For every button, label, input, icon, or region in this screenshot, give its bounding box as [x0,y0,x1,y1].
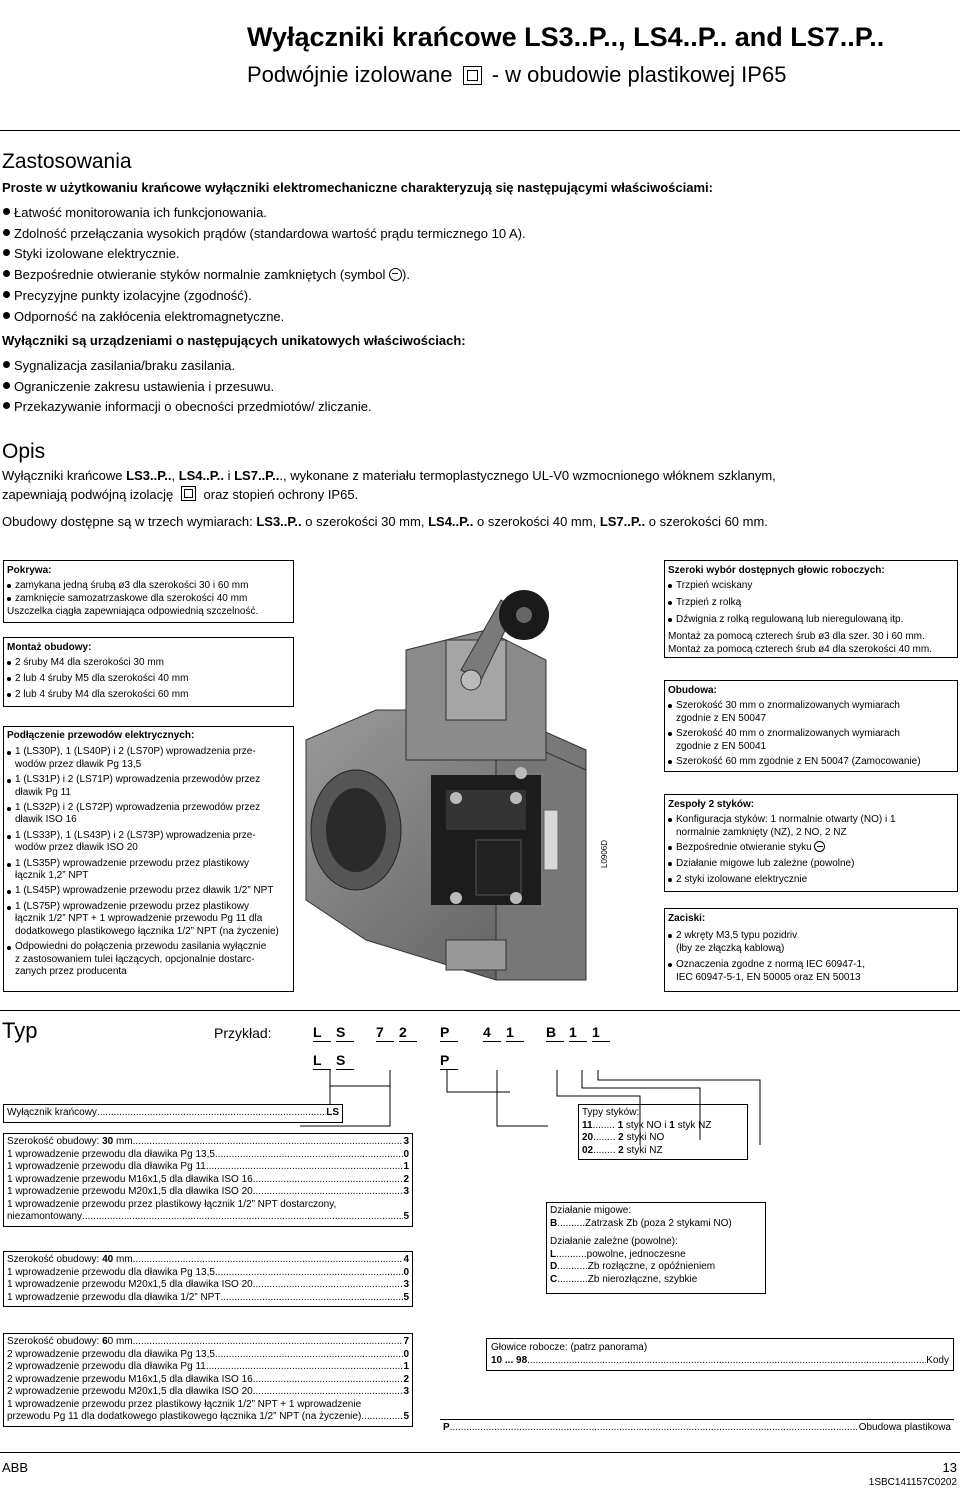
dot-leader [133,1336,404,1349]
box-item-line: dławik Pg 11 [15,786,71,798]
box-item: 2 lub 4 śruby M5 dla szerokości 40 mm [7,672,290,685]
box-item: Trzpień z rolką [668,596,954,609]
row-label: 1 wprowadzenie przewodu M20x1,5 dla dławika ISO 20 [7,1186,253,1197]
box-item-line: 1 (LS35P) wprowadzenie przewodu przez plastikowy [15,857,250,869]
box-item-line: z zastosowaniem tulei łączących, opcjonalnie dostarc- [15,953,255,965]
dot-leader [253,1186,404,1199]
opis-line-2 [2,486,358,502]
box-item-line: Szerokość 30 mm o znormalizowanych wymiarach [676,700,900,711]
direct-opening-icon [814,841,825,852]
code-char: 7 [376,1024,394,1042]
box-glowice [664,560,958,658]
footer-page-number: 13 [942,1460,957,1475]
box-item [668,929,954,955]
dot-leader [253,1374,404,1387]
box-note: Montaż za pomocą czterech śrub ø3 dla szer. 30 i 60 mm. [668,631,925,642]
box-item [7,858,290,883]
box-item [7,746,290,771]
dot-leader [215,1149,404,1162]
box-title: Obudowa: [668,685,717,696]
row-label-part: mm [113,1254,133,1265]
box-item: 2 śruby M4 dla szerokości 30 mm [7,656,290,669]
box-item-line: 2 wkręty M3,5 typu pozidriv [676,930,798,941]
code-char: 1 [592,1024,610,1042]
list-item: Sygnalizacja zasilania/braku zasilania. [2,356,372,377]
row-label: 1 wprowadzenie przewodu przez plastikowy łącznik 1/2” NPT + 1 wprowadzenie [7,1398,362,1410]
box-item [668,755,954,768]
row-code: L [550,1248,557,1260]
direct-opening-icon [389,268,402,281]
footer-doc-number: 1SBC141157C0202 [868,1477,957,1488]
row-value: 7 [403,1336,409,1347]
code-char: P [440,1052,458,1070]
box-item [668,813,954,839]
table-title: Działanie zależne (powolne): [550,1236,678,1247]
opis-text: oraz stopień ochrony IP65. [203,487,359,502]
code-char: S [336,1052,354,1070]
dot-leader [220,1292,403,1305]
box-montaz [3,637,294,707]
opis-code: LS4..P.. [428,514,474,529]
double-insulation-icon [181,486,196,501]
box-item-line: 2 styki izolowane elektrycznie [676,874,808,885]
table-row [7,1136,409,1149]
code-char: B [546,1024,564,1042]
code-char: S [336,1024,354,1042]
table-row [7,1374,409,1387]
list-text: ). [402,267,410,283]
box-item-line: dławik ISO 16 [15,814,77,826]
opis-text: Obudowy dostępne są w trzech wymiarach: [2,514,257,529]
table-row [7,1267,409,1280]
table-dzialanie [546,1202,766,1294]
row-value: 0 [403,1266,409,1278]
row-obudowa-plastikowa [440,1419,954,1437]
opis-line-1 [2,468,776,483]
opis-text: o szerokości 30 mm, [301,514,429,529]
row-value: 5 [403,1211,409,1222]
box-item-line: Oznaczenia zgodne z normą IEC 60947-1, [676,959,865,970]
row-code: 10 ... 98 [491,1354,528,1366]
row-value: 3 [403,1279,409,1290]
table-row [550,1261,762,1274]
box-item [7,774,290,799]
table-row [550,1218,762,1231]
opis-code: LS4..P.. [178,468,224,483]
row-label-part: 0 mm [107,1336,133,1347]
row-text: styki NO [623,1132,665,1143]
row-code: D [550,1261,558,1272]
dot-leader: ........ [592,1119,618,1131]
table-row [7,1161,409,1174]
list-item: Ograniczenie zakresu ustawienia i przesuwu. [2,377,372,398]
row-value: 2 [403,1373,409,1385]
box-item [7,901,290,938]
table-row [582,1120,744,1133]
row-label-part: Szerokość obudowy: [7,1336,103,1347]
table-glowice [486,1338,954,1371]
box-item [668,727,954,753]
box-item-line: IEC 60947-5-1, EN 50005 oraz EN 50013 [676,972,861,983]
box-item [668,873,954,886]
row-label-part: 6 [102,1336,108,1347]
box-title: Szeroki wybór dostępnych głowic roboczych: [668,565,885,576]
row-code: 11 [582,1119,593,1131]
box-item-line: wodów przez dławik Pg 13,5 [15,758,142,770]
table-row [7,1361,409,1374]
row-label: 1 wprowadzenie przewodu przez plastikowy łącznik 1/2” NPT dostarczony, [7,1198,337,1210]
row-label [7,1254,133,1267]
row-label: 2 wprowadzenie przewodu M20x1,5 dla dławika ISO 20 [7,1386,253,1397]
box-item-line: 1 (LS33P), 1 (LS43P) i 2 (LS73P) wprowadzenia prze- [15,829,256,841]
list-item: Odporność na zakłócenia elektromagnetyczne. [2,307,526,328]
box-title: Zaciski: [668,913,706,924]
section-heading-typ: Typ [2,1018,38,1043]
box-item-line: (łby ze złączką kablową) [676,943,785,954]
box-item-line: normalnie zamknięty (NZ), 2 NO, 2 NZ [676,827,847,838]
code-char: L [313,1024,331,1042]
row-code: 20 [582,1132,594,1143]
list-item: Łatwość monitorowania ich funkcjonowania. [2,203,526,224]
table-row [7,1279,409,1292]
box-item [668,841,954,854]
box-item-line: wodów przez dławik ISO 20 [15,842,138,854]
box-item: Dźwignia z rolką regulowaną lub nieregulowaną itp. [668,613,954,626]
code-char: 4 [483,1024,501,1042]
box-item-line: Odpowiedni do połączenia przewodu zasilania wyłącznie [15,941,267,953]
table-title: Działanie migowe: [550,1205,632,1216]
subtitle-part: Podwójnie izolowane [247,62,453,87]
row-label [7,1136,133,1149]
zastosowania-list2 [2,356,372,418]
row-code: C [550,1273,558,1285]
row-label-part: 30 [102,1136,114,1147]
box-item-line: Konfiguracja styków: 1 normalnie otwarty (NO) i 1 [676,814,896,825]
box-title: Zespoły 2 styków: [668,799,755,810]
dot-leader [253,1279,404,1292]
box-item-line: Szerokość 40 mm o znormalizowanych wymiarach [676,728,900,739]
dot-leader [133,1254,404,1267]
code-char: L [313,1052,331,1070]
section-heading-opis: Opis [2,440,46,463]
code-char: P [440,1024,458,1042]
dot-leader [206,1361,404,1374]
table-width-60 [3,1333,413,1427]
box-item-line: łącznik 1/2” NPT + 1 wprowadzenie przewodu Pg 11 dla [15,913,263,925]
list-item: Precyzyjne punkty izolacyjne (zgodność). [2,286,526,307]
dot-leader [527,1355,926,1368]
row-value: 2 [618,1132,624,1143]
opis-text: ., wykonane z materiału termoplastycznego UL-V0 wzmocnionego włóknem szklanym, [279,468,776,483]
example-label: Przykład: [214,1025,272,1041]
code-char: 2 [399,1024,417,1042]
row-label: 2 wprowadzenie przewodu dla dławika Pg 13,5 [7,1348,215,1360]
double-insulation-icon [463,66,482,85]
box-item-line: 1 (LS32P) i 2 (LS72P) wprowadzenia przewodów przez [15,802,261,814]
row-label: 1 wprowadzenie przewodu dla dławika 1/2” NPT [7,1291,221,1303]
table-row [7,1336,409,1349]
box-item [7,941,290,978]
dot-leader [133,1136,404,1149]
typ-rule [0,1010,960,1011]
row-text: ...........Zb nierozłączne, szybkie [557,1273,698,1285]
table-row [7,1186,409,1199]
row-label-part: mm [113,1136,133,1147]
table-row [7,1386,409,1399]
box-podlaczenie [3,726,294,992]
table-row [7,1211,409,1224]
row-value: 4 [403,1254,409,1265]
opis-text: , [171,468,179,483]
row-label: 1 wprowadzenie przewodu M20x1,5 dla dławika ISO 20 [7,1279,253,1290]
row-value: 1 [403,1161,409,1172]
box-title: Montaż obudowy: [7,642,92,653]
row-text: styk NZ [674,1119,712,1131]
dot-leader: ........ [593,1132,619,1143]
list-item: Styki izolowane elektrycznie. [2,244,526,265]
table-row [7,1292,409,1305]
dot-leader [206,1161,404,1174]
row-value: 1 [669,1119,675,1131]
row-code: B [550,1217,558,1229]
row-value: 2 [618,1144,624,1156]
box-item [7,802,290,827]
list-item [2,265,526,286]
box-item [668,958,954,984]
row-text: ..........Zatrzask Zb (poza 2 stykami NO) [557,1217,732,1229]
box-item-line: zgodnie z EN 50041 [676,741,767,752]
dot-leader [450,1422,859,1435]
table-title: Głowice robocze: (patrz panorama) [491,1342,648,1353]
limit-switch-illustration [296,560,656,1000]
box-obudowa [664,680,958,772]
box-zespoly [664,794,958,892]
table-row [7,1411,409,1424]
row-value: 3 [403,1136,409,1147]
zastosowania-list [2,203,526,327]
box-item-line: 1 (LS31P) i 2 (LS71P) wprowadzenia przewodów przez [15,774,261,786]
opis-text: zapewniają podwójną izolację [2,487,174,502]
dot-leader [253,1386,404,1399]
dot-leader [97,1107,326,1120]
row-value: Kody [926,1354,949,1366]
row-label: 2 wprowadzenie przewodu M16x1,5 dla dławika ISO 16 [7,1373,253,1385]
code-char: 1 [569,1024,587,1042]
opis-code: LS7..P.. [234,468,280,483]
code-char: 1 [506,1024,524,1042]
list-item: Zdolność przełączania wysokich prądów (standardowa wartość prądu termicznego 10 A). [2,224,526,245]
opis-line-3 [2,514,768,529]
box-item [668,857,954,870]
row-label: Wyłącznik krańcowy [7,1107,97,1118]
dot-leader [215,1349,404,1362]
box-item-line: zgodnie z EN 50047 [676,713,767,724]
row-value: 1 [617,1119,624,1131]
row-label-part: 40 [102,1254,114,1265]
table-row [7,1174,409,1187]
row-value: 5 [403,1411,409,1422]
row-value: 0 [403,1148,409,1160]
box-item-line: łącznik 1,2” NPT [15,870,89,882]
table-row [7,1349,409,1362]
row-label: 1 wprowadzenie przewodu dla dławika Pg 13,5 [7,1266,215,1278]
row-code: P [443,1422,450,1433]
opis-code: LS7..P.. [599,514,646,529]
dot-leader [215,1267,404,1280]
box-item-line: zanych przez producenta [15,965,127,977]
row-label-part: Szerokość obudowy: [7,1254,103,1265]
dot-leader [361,1411,403,1424]
box-item-line: Szerokość 60 mm zgodnie z EN 50047 (Zamocowanie) [676,756,921,767]
row-label-part: Szerokość obudowy: [7,1136,103,1147]
table-row [7,1149,409,1162]
row-value: Obudowa plastikowa [858,1422,951,1433]
header-rule [0,130,960,131]
dot-leader [82,1211,403,1224]
row-wylacznik [3,1104,343,1123]
page-title: Wyłączniki krańcowe LS3..P.., LS4..P.. and LS7..P.. [247,22,885,52]
box-pokrywa [3,560,294,623]
subtitle-part: - w obudowie plastikowej IP65 [491,62,787,87]
box-title: Podłączenie przewodów elektrycznych: [7,730,195,741]
box-item-line: 1 (LS75P) wprowadzenie przewodu przez plastikowy [15,900,250,912]
box-item-line: Bezpośrednie otwieranie styku [676,842,812,853]
table-typy-stykow [578,1104,748,1160]
dot-leader: ........ [593,1144,619,1156]
opis-code: LS3..P.. [126,468,172,483]
table-width-40 [3,1251,413,1307]
box-item [7,885,290,897]
row-value: 3 [403,1386,409,1397]
box-note: Montaż za pomocą czterech śrub ø4 dla szerokości 40 mm. [668,644,932,655]
row-value: LS [326,1107,339,1118]
row-value: 2 [403,1173,409,1185]
table-row [550,1274,762,1287]
table-row [550,1249,762,1262]
row-value: 0 [403,1348,409,1360]
zastosowania-lead: Proste w użytkowaniu krańcowe wyłączniki elektromechaniczne charakteryzują się następującymi właściwościami: [2,180,713,195]
table-row [582,1132,744,1145]
image-reference-label: L0906D [600,839,609,868]
box-item-line: Działanie migowe lub zależne (powolne) [676,858,855,869]
box-title: Pokrywa: [7,565,52,576]
table-row [582,1145,744,1158]
footer-rule [0,1452,960,1453]
box-note: Uszczelka ciągła zapewniająca odpowiednią szczelność. [7,606,259,617]
box-item-line: 1 (LS45P) wprowadzenie przewodu przez dławik 1/2” NPT [15,885,274,897]
row-label: 2 wprowadzenie przewodu dla dławika Pg 11 [7,1361,206,1372]
box-item-line: 1 (LS30P), 1 (LS40P) i 2 (LS70P) wprowadzenia prze- [15,746,256,758]
opis-text: i [223,468,235,483]
opis-text: o szerokości 60 mm. [645,514,768,529]
row-label: 1 wprowadzenie przewodu M16x1,5 dla dławika ISO 16 [7,1173,253,1185]
list-text: Bezpośrednie otwieranie styków normalnie zamkniętych (symbol [14,267,386,283]
row-value: 5 [403,1291,409,1303]
box-item [7,830,290,855]
row-label: 1 wprowadzenie przewodu dla dławika Pg 11 [7,1161,206,1172]
list-item: Przekazywanie informacji o obecności przedmiotów/ zliczanie. [2,397,372,418]
row-text: ...........Zb rozłączne, z opóźnieniem [557,1261,716,1272]
opis-code: LS3..P.. [256,514,302,529]
row-label: przewodu Pg 11 dla dodatkowego plastikowego łącznika 1/2” NPT (na życzenie) [7,1411,362,1422]
row-label: niezamontowany [7,1211,83,1222]
table-row [491,1355,949,1368]
row-code: 02 [582,1144,594,1156]
opis-text: Wyłączniki krańcowe [2,468,127,483]
zastosowania-lead2: Wyłączniki są urządzeniami o następujących unikatowych właściwościach: [2,333,466,348]
row-text: styk NO i [623,1119,670,1131]
opis-text: o szerokości 40 mm, [473,514,600,529]
page-subtitle [247,62,786,88]
row-label: 1 wprowadzenie przewodu dla dławika Pg 13,5 [7,1148,215,1160]
row-text: styki NZ [623,1144,663,1156]
box-item: zamykana jedną śrubą ø3 dla szerokości 30 i 60 mm [7,579,290,592]
row-text: ...........powolne, jednoczesne [556,1248,686,1260]
row-value: 3 [403,1186,409,1197]
box-item: Trzpień wciskany [668,579,954,592]
table-row [7,1254,409,1267]
box-item [668,699,954,725]
box-item-line: dodatkowego plastikowego łącznika 1/2” NPT (na życzenie) [15,925,279,937]
box-item: zamknięcie samozatrzaskowe dla szerokości 40 mm [7,592,290,605]
section-heading-zastosowania: Zastosowania [2,150,132,173]
footer-brand: ABB [2,1460,29,1475]
dot-leader [253,1174,404,1187]
row-label [7,1336,133,1349]
row-value: 1 [403,1361,409,1372]
table-width-30 [3,1133,413,1227]
table-title: Typy styków: [582,1107,640,1118]
box-zaciski [664,908,958,992]
box-item: 2 lub 4 śruby M4 dla szerokości 60 mm [7,688,290,701]
